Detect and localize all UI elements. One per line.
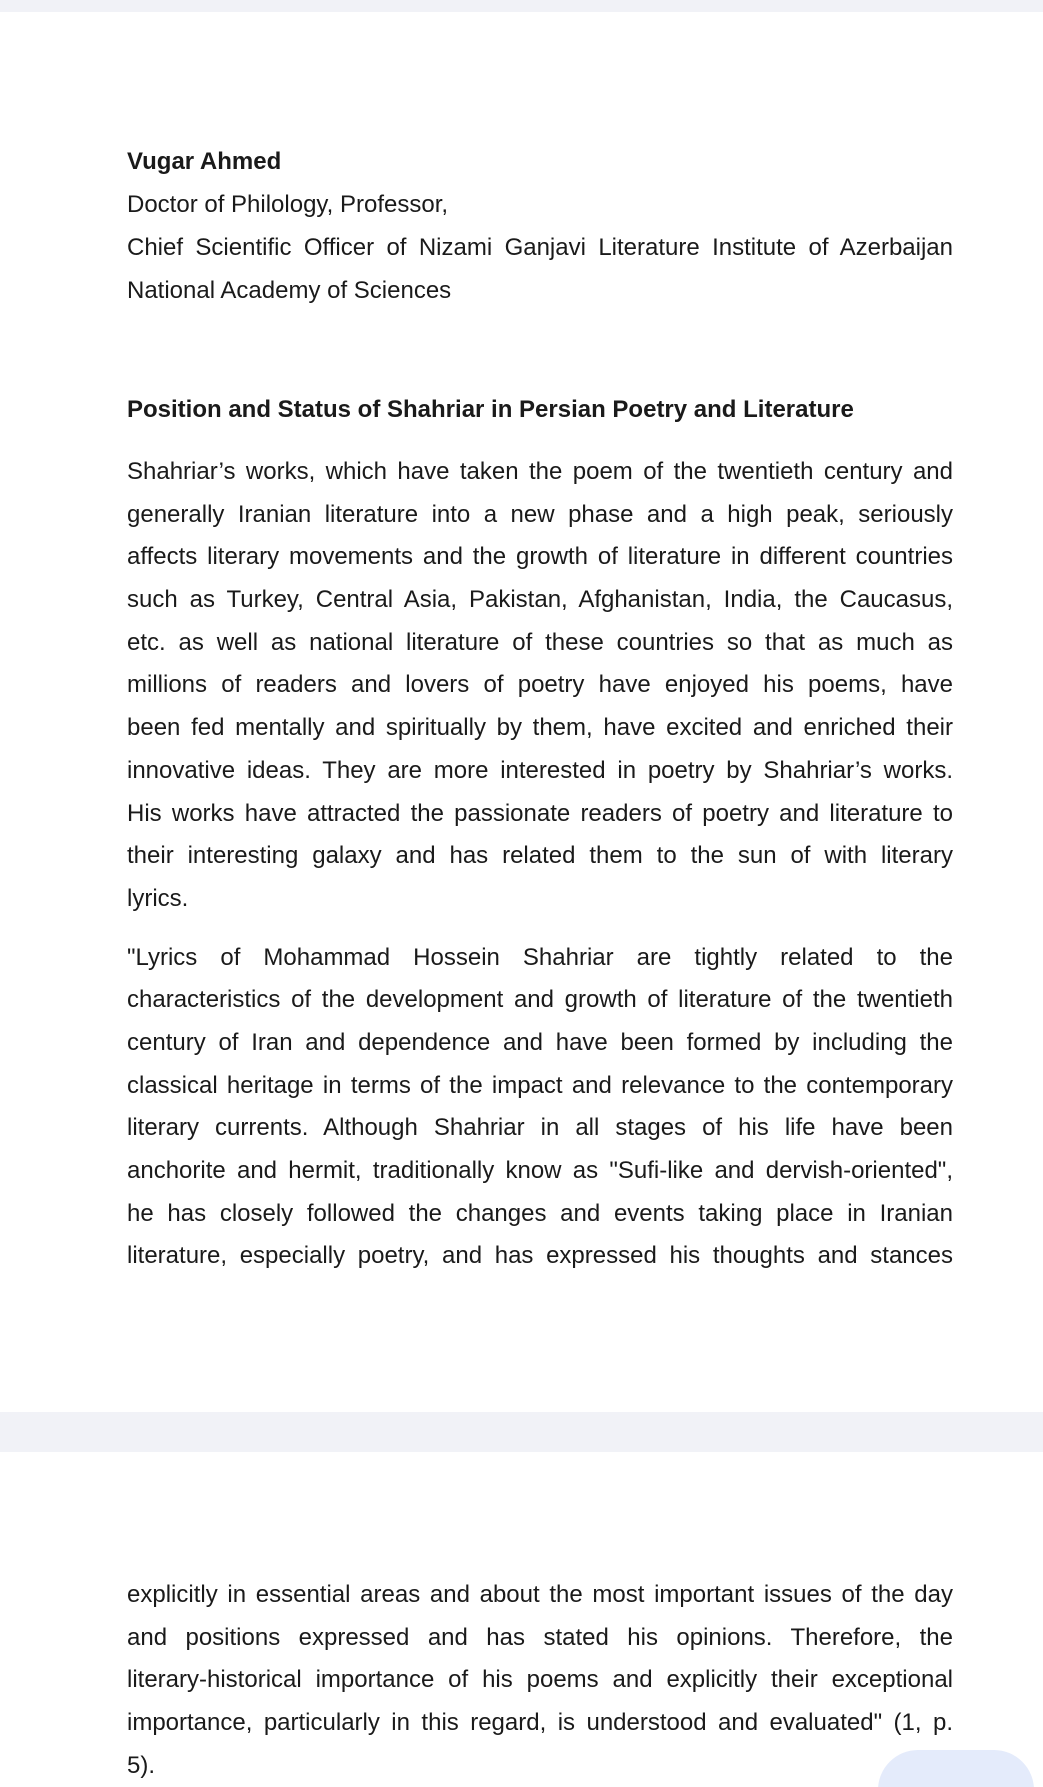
paragraph-line: generally Iranian literature into a new phase and a high peak, seriously xyxy=(127,500,953,528)
page-1-content xyxy=(127,140,953,1278)
paragraph-line: literature, especially poetry, and has expressed his thoughts and stances xyxy=(127,1242,953,1270)
paragraph-line: literary currents. Although Shahriar in all stages of his life have been xyxy=(127,1114,953,1142)
author-affiliation-line-1: Chief Scientific Officer of Nizami Ganjavi Literature Institute of Azerbaijan xyxy=(127,234,953,261)
paragraph-line: lyrics. xyxy=(127,884,189,912)
author-affiliation-line-2: National Academy of Sciences xyxy=(127,277,452,304)
author-name: Vugar Ahmed xyxy=(127,148,282,175)
paragraph-line: innovative ideas. They are more interested in poetry by Shahriar’s works. xyxy=(127,756,953,784)
author-title: Doctor of Philology, Professor, xyxy=(127,191,449,218)
document-page-1 xyxy=(0,12,1043,1412)
paragraph-line: century of Iran and dependence and have been formed by including the xyxy=(127,1028,953,1056)
paragraph-line: affects literary movements and the growth of literature in different countries xyxy=(127,543,953,571)
paragraph-line: been fed mentally and spiritually by them, have excited and enriched their xyxy=(127,714,953,742)
viewer-top-edge xyxy=(0,0,1043,12)
body-paragraph-1 xyxy=(127,451,953,921)
paragraph-line: "Lyrics of Mohammad Hossein Shahriar are tightly related to the xyxy=(127,943,953,971)
paragraph-line: such as Turkey, Central Asia, Pakistan, Afghanistan, India, the Caucasus, xyxy=(127,586,953,614)
paragraph-line: explicitly in essential areas and about the most important issues of the day xyxy=(127,1581,953,1608)
paragraph-line: etc. as well as national literature of these countries so that as much as xyxy=(127,628,953,656)
paragraph-line: and positions expressed and has stated his opinions. Therefore, the xyxy=(127,1623,953,1651)
paragraph-line: His works have attracted the passionate readers of poetry and literature to xyxy=(127,799,953,827)
page-2-content xyxy=(127,1574,953,1787)
paragraph-line: 5). xyxy=(127,1751,156,1779)
document-page-2 xyxy=(0,1452,1043,1787)
article-title: Position and Status of Shahriar in Persian Poetry and Literature xyxy=(127,396,854,423)
body-paragraph-2 xyxy=(127,937,953,1279)
paragraph-line: literary-historical importance of his poems and explicitly their exceptional xyxy=(127,1666,953,1694)
paragraph-line: anchorite and hermit, traditionally know as "Sufi-like and dervish-oriented", xyxy=(127,1157,953,1184)
paragraph-line: importance, particularly in this regard, is understood and evaluated" (1, p. xyxy=(127,1709,953,1737)
paragraph-line: their interesting galaxy and has related them to the sun of with literary xyxy=(127,842,953,870)
body-paragraph-continued xyxy=(127,1574,953,1787)
paragraph-line: Shahriar’s works, which have taken the poem of the twentieth century and xyxy=(127,458,953,485)
floating-action-button[interactable] xyxy=(878,1750,1034,1787)
paragraph-line: millions of readers and lovers of poetry have enjoyed his poems, have xyxy=(127,671,953,699)
paragraph-line: classical heritage in terms of the impact and relevance to the contemporary xyxy=(127,1071,953,1099)
paragraph-line: characteristics of the development and growth of literature of the twentieth xyxy=(127,986,953,1014)
paragraph-line: he has closely followed the changes and events taking place in Iranian xyxy=(127,1199,953,1227)
